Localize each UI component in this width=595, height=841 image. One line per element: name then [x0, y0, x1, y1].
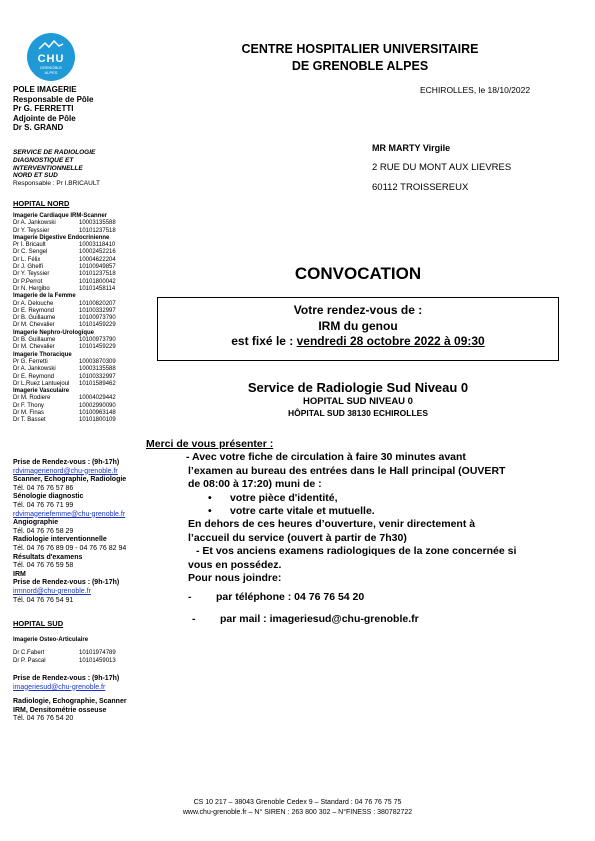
staff-group-title: Imagerie Nephro-Urologique: [13, 329, 95, 336]
hopital-sud-title: HOPITAL SUD: [13, 619, 64, 628]
staff-row: Dr B. Guillaume 10100973790: [13, 337, 116, 344]
rdv-femme-email-link[interactable]: rdvimageriefemme@chu-grenoble.fr: [13, 510, 126, 518]
mail-contact: par mail : imageriesud@chu-grenoble.fr: [220, 612, 419, 625]
staff-row: Dr A. Jankowski 10003135588: [13, 220, 116, 227]
hopital-sud-staff: Imagerie Osteo-Articulaire Dr C.Fabert 10101974789 Dr P. Pascal 10101459013: [13, 637, 143, 665]
staff-row: Pr I. Bricault 10003118410: [13, 242, 116, 249]
rdv-box: Votre rendez-vous de : IRM du genou est fixé le : vendredi 28 octobre 2022 à 09:30: [157, 297, 559, 361]
staff-row: Dr P. Pascal 10101459013: [13, 657, 116, 664]
staff-row: Dr M. Finas 10100963148: [13, 410, 116, 417]
convocation-title: CONVOCATION: [294, 264, 422, 283]
staff-row: Dr J. Ghelfi 10100949857: [13, 264, 116, 271]
staff-row: Dr C. Sengel 10002452216: [13, 249, 116, 256]
logo-text: CHU: [37, 53, 65, 65]
staff-row: Dr Y. Teyssier 10101237518: [13, 227, 116, 234]
staff-row: Dr B. Guillaume 10100973790: [13, 315, 116, 322]
staff-group-title: Imagerie Vasculaire: [13, 388, 70, 395]
bullet-icon: •: [208, 505, 212, 518]
staff-row: Dr F. Thony 10002990090: [13, 402, 116, 409]
contacts-sud: Prise de Rendez-vous : (9h-17h) imageriesud@chu-grenoble.fr Radiologie, Echographie, Scanner IRM, Densitométrie osseuse Tél. 04 76 76 54 20: [13, 675, 153, 724]
service-responsable: Responsable : Pr I.BRICAULT: [13, 180, 100, 188]
chu-logo: [27, 33, 75, 81]
footer-line2: www.chu-grenoble.fr – N° SIREN : 263 800 302 – N°FINESS : 380782722: [182, 809, 413, 816]
staff-row: Dr M. Rodiere 10004029442: [13, 395, 116, 402]
staff-row: Dr L. Félix 10004622204: [13, 256, 116, 263]
date-line: ECHIROLLES, le 18/10/2022: [420, 85, 531, 95]
staff-group-title: Imagerie Digestive Endocrinienne: [13, 234, 110, 241]
staff-row: Dr T. Basset 10101800109: [13, 417, 116, 424]
hospital-name-line1: CENTRE HOSPITALIER UNIVERSITAIRE: [241, 42, 479, 56]
hopital-nord-title: HOPITAL NORD: [13, 199, 70, 208]
staff-row: Dr M. Chevalier 10101459229: [13, 322, 116, 329]
irm-nord-email-link[interactable]: irmnord@chu-grenoble.fr: [13, 587, 91, 595]
imageriesud-email-link[interactable]: imageriesud@chu-grenoble.fr: [13, 683, 106, 691]
staff-group-title: Imagerie Thoracique: [13, 351, 72, 358]
rdv-date: vendredi 28 octobre 2022 à 09:30: [296, 334, 485, 348]
staff-row: Dr N. Hergibo 10101458114: [13, 285, 116, 292]
staff-row: Pr G. Ferretti 10003870309: [13, 358, 116, 365]
pole-block: POLE IMAGERIE Responsable de Pôle Pr G. FERRETTI Adjointe de Pôle Dr S. GRAND: [13, 85, 94, 133]
bullet-icon: •: [208, 491, 212, 504]
staff-group-title: Imagerie Cardiaque IRM-Scanner: [13, 213, 108, 219]
recipient-address: MR MARTY Virgile 2 RUE DU MONT AUX LIEVRES 60112 TROISSEREUX: [372, 143, 512, 193]
footer-line1: CS 10 217 – 38043 Grenoble Cedex 9 – Standard : 04 76 76 75 75: [193, 799, 402, 806]
hospital-name-line2: DE GRENOBLE ALPES: [291, 59, 429, 73]
logo-subtext: GRENOBLE ALPES: [39, 65, 63, 75]
staff-row: Dr L.Ruez Lantuejoul 10101589462: [13, 380, 116, 387]
staff-group-title: Imagerie de la Femme: [13, 293, 76, 300]
rdv-nord-email-link[interactable]: rdvimagerienord@chu-grenoble.fr: [13, 467, 118, 475]
staff-row: Dr E. Reymond 10100332997: [13, 307, 116, 314]
phone-contact: par téléphone : 04 76 76 54 20: [216, 591, 365, 604]
staff-row: Dr A. Delouche 10100820207: [13, 300, 116, 307]
contacts-nord: Prise de Rendez-vous : (9h-17h) rdvimagerienord@chu-grenoble.fr Scanner, Echographie, Radiologie Tél. 04 76 76 57 86 Sénologie diagnostic Tél. 04 76 76 71 99 rdvimageriefemme@chu-grenoble.fr Angiographie Tél. 04 76 76 58 29 Radiologie interventionnelle Tél. 04 76 76 89 09 - 04 76 76 82 94 Résultats d'examens Tél. 04 76 76 59 58 IRM Prise de Rendez-vous : (9h-17h) irmnord@chu-grenoble.fr Tél. 04 76 76 54 91: [13, 459, 153, 605]
staff-row: Dr M. Chevalier 10101459229: [13, 344, 116, 351]
staff-row: Dr P.Perrot 10101800042: [13, 278, 116, 285]
service-location: Service de Radiologie Sud Niveau 0 HOPITAL SUD NIVEAU 0 HÔPITAL SUD 38130 ECHIROLLES: [247, 380, 469, 418]
instructions: Merci de vous présenter : - Avec votre fiche de circulation à faire 30 minutes avant l’examen au bureau des entrées dans le Hall principal (OUVERT de 08:00 à 17:20) muni de : • votre pièce d'identité, • votre carte vitale et mutuelle. En dehors de ces heures d’ouverture, venir directement à l’accueil du service (ouvert à partir de 7h30) - Et vos anciens examens radiologiques de la zone concernée si vous en possédez. Pour nous joindre: - par téléphone : 04 76 76 54 20 - par mail : imageriesud@chu-grenoble.fr: [146, 438, 517, 625]
hopital-nord-staff: [13, 213, 143, 425]
staff-row: Dr E. Reymond 10100332997: [13, 373, 116, 380]
staff-row: Dr C.Fabert 10101974789: [13, 650, 116, 657]
staff-row: Dr A. Jankowski 10003135588: [13, 366, 116, 373]
service-block: SERVICE DE RADIOLOGIE DIAGNOSTIQUE ET INTERVENTIONNELLE NORD ET SUD Responsable : Pr I.BRICAULT: [13, 149, 100, 188]
staff-row: Dr Y. Teyssier 10101237518: [13, 271, 116, 278]
